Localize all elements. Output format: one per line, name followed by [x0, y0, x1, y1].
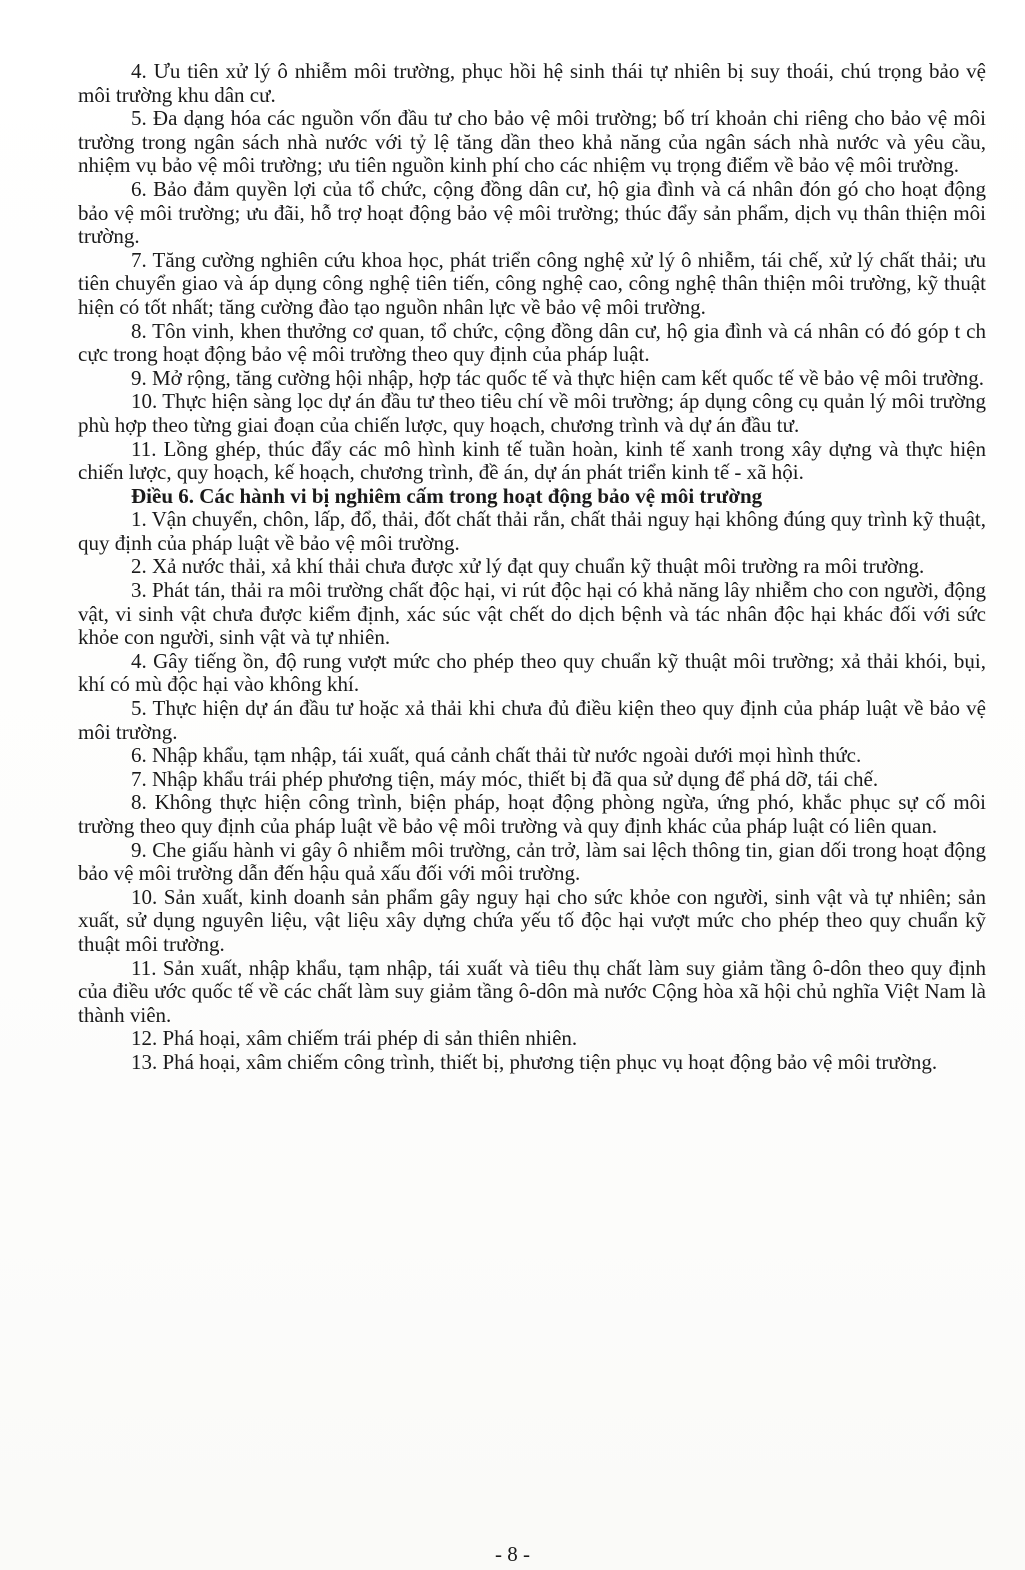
page-number: - 8 - [495, 1542, 530, 1566]
clause-10: 10. Thực hiện sàng lọc dự án đầu tư theo tiêu chí về môi trường; áp dụng công cụ quản lý môi trường phù hợp theo từng giai đoạn của chiến lược, quy hoạch, chương trình và dự án đầu tư. [78, 389, 986, 437]
prohibited-act-10: 10. Sản xuất, kinh doanh sản phẩm gây nguy hại cho sức khỏe con người, sinh vật và tự nhiên; sản xuất, sử dụng nguyên liệu, vật liệu xây dựng chứa yếu tố độc hại vượt mức cho phép theo quy chuẩn kỹ thuật môi trường. [78, 884, 986, 956]
article-6-heading: Điều 6. Các hành vi bị nghiêm cấm trong hoạt động bảo vệ môi trường [131, 483, 763, 508]
clause-6: 6. Bảo đảm quyền lợi của tổ chức, cộng đồng dân cư, hộ gia đình và cá nhân đón gó cho hoạt động bảo vệ môi trường; ưu đãi, hỗ trợ hoạt động bảo vệ môi trường; thúc đẩy sản phẩm, dịch vụ thân thiện môi trường. [78, 176, 986, 249]
prohibited-act-1: 1. Vận chuyển, chôn, lấp, đổ, thải, đốt chất thải rắn, chất thải nguy hại không đúng quy trình kỹ thuật, quy định của pháp luật về bảo vệ môi trường. [78, 507, 986, 555]
clause-4: 4. Ưu tiên xử lý ô nhiễm môi trường, phục hồi hệ sinh thái tự nhiên bị suy thoái, chú trọng bảo vệ môi trường khu dân cư. [78, 59, 986, 107]
prohibited-act-4: 4. Gây tiếng ồn, độ rung vượt mức cho phép theo quy chuẩn kỹ thuật môi trường; xả thải khói, bụi, khí có mù độc hại vào không khí. [78, 648, 986, 697]
prohibited-act-8: 8. Không thực hiện công trình, biện pháp, hoạt động phòng ngừa, ứng phó, khắc phục sự cố môi trường theo quy định của pháp luật về bảo vệ môi trường và quy định khác của pháp luật có liên quan. [78, 790, 986, 838]
prohibited-act-5: 5. Thực hiện dự án đầu tư hoặc xả thải khi chưa đủ điều kiện theo quy định của pháp luật về bảo vệ môi trường. [78, 696, 986, 744]
prohibited-act-11: 11. Sản xuất, nhập khẩu, tạm nhập, tái xuất và tiêu thụ chất làm suy giảm tầng ô-dôn theo quy định của điều ước quốc tế về các chất làm suy giảm tầng ô-dôn mà nước Cộng hòa xã hội chủ nghĩa Việt Nam là thành viên. [78, 955, 986, 1027]
prohibited-act-12: 12. Phá hoại, xâm chiếm trái phép di sản thiên nhiên. [131, 1026, 578, 1051]
clause-9: 9. Mở rộng, tăng cường hội nhập, hợp tác quốc tế và thực hiện cam kết quốc tế về bảo vệ môi trường. [131, 365, 985, 390]
prohibited-act-13: 13. Phá hoại, xâm chiếm công trình, thiết bị, phương tiện phục vụ hoạt động bảo vệ môi trường. [131, 1049, 938, 1074]
prohibited-act-7: 7. Nhập khẩu trái phép phương tiện, máy móc, thiết bị đã qua sử dụng để phá dỡ, tái chế. [131, 766, 879, 791]
clause-7: 7. Tăng cường nghiên cứu khoa học, phát triển công nghệ xử lý ô nhiễm, tái chế, xử lý chất thải; ưu tiên chuyển giao và áp dụng công nghệ tiên tiến, công nghệ cao, công nghệ thân thiện môi trường, kỹ thuật hiện có tốt nhất; tăng cường đào tạo nguồn nhân lực về bảo vệ môi trường. [78, 247, 986, 319]
clause-8: 8. Tôn vinh, khen thưởng cơ quan, tổ chức, cộng đồng dân cư, hộ gia đình và cá nhân có đó góp t ch cực trong hoạt động bảo vệ môi trường theo quy định của pháp luật. [78, 318, 986, 367]
clause-11: 11. Lồng ghép, thúc đẩy các mô hình kinh tế tuần hoàn, kinh tế xanh trong xây dựng và thực hiện chiến lược, quy hoạch, kế hoạch, chương trình, đề án, dự án phát triển kinh tế - xã hội. [78, 436, 986, 485]
prohibited-act-2: 2. Xả nước thải, xả khí thải chưa được xử lý đạt quy chuẩn kỹ thuật môi trường ra môi trường. [131, 554, 925, 579]
prohibited-act-6: 6. Nhập khẩu, tạm nhập, tái xuất, quá cảnh chất thải từ nước ngoài dưới mọi hình thức. [131, 743, 862, 768]
prohibited-act-3: 3. Phát tán, thải ra môi trường chất độc hại, vi rút độc hại có khả năng lây nhiễm cho con người, động vật, vi sinh vật chưa được kiểm định, xác súc vật chết do dịch bệnh và tác nhân độc hại khác đối với sức khỏe con người, sinh vật và tự nhiên. [78, 578, 986, 650]
prohibited-act-9: 9. Che giấu hành vi gây ô nhiễm môi trường, cản trở, làm sai lệch thông tin, gian dối trong hoạt động bảo vệ môi trường dẫn đến hậu quả xấu đối với môi trường. [78, 837, 986, 886]
document-body [78, 60, 986, 1075]
clause-5: 5. Đa dạng hóa các nguồn vốn đầu tư cho bảo vệ môi trường; bố trí khoản chi riêng cho bảo vệ môi trường trong ngân sách nhà nước với tỷ lệ tăng dần theo khả năng của ngân sách nhà nước và yêu cầu, nhiệm vụ bảo vệ môi trường; ưu tiên nguồn kinh phí cho các nhiệm vụ trọng điểm về bảo vệ môi trường. [78, 106, 986, 178]
